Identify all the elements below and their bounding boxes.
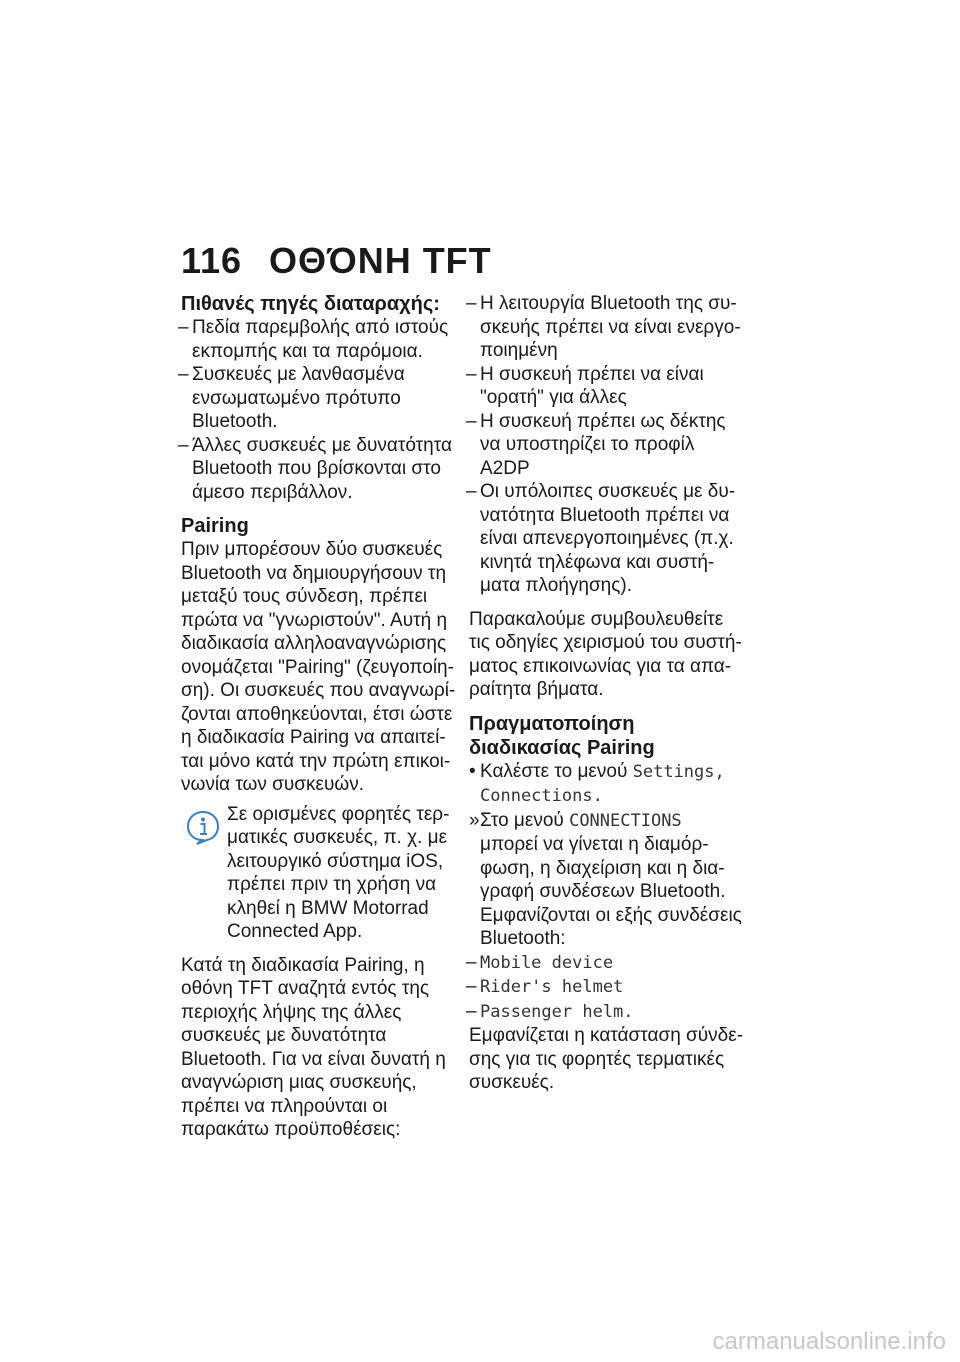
dash-icon: – xyxy=(178,317,189,338)
section-title: ΟΘΌΝΗ TFT xyxy=(269,240,492,281)
right-column xyxy=(466,292,744,1095)
search-paragraph: Κατά τη διαδικασία Pairing, η οθόνη TFT αναζητά εντός της περιοχής λήψης της άλλες συσκευές με δυνατότητα Bluetooth. Για να είναι δυνατή η αναγνώριση μιας συσκευής, πρέπει να πληρούνται οι παρακάτω προϋποθέσεις: xyxy=(181,954,446,1140)
dash-icon: – xyxy=(466,293,477,314)
connections-list xyxy=(466,951,744,1025)
list-item: – Η λειτουργία Bluetooth της συσκευής πρέπει να είναι ενεργοποιημένη xyxy=(466,293,741,361)
list-item: – Άλλες συσκευές με δυνατότητα Bluetooth που βρίσκονται στο άμεσο περιβάλλον. xyxy=(178,434,452,503)
dash-icon: – xyxy=(466,481,477,502)
dash-icon: – xyxy=(178,364,189,385)
list-item: – Rider's helmet xyxy=(466,976,624,997)
bullet-icon: • xyxy=(469,760,476,782)
causes-heading: Πιθανές πηγές διαταραχής: xyxy=(181,293,440,315)
conditions-list xyxy=(466,292,744,598)
procedure-heading: Πραγματοποίηση διαδικασίας Pairing xyxy=(469,712,655,759)
list-item: – Η συσκευή πρέπει να είναι "ορατή" για άλλες xyxy=(466,363,704,408)
pairing-heading: Pairing xyxy=(181,515,249,537)
info-icon xyxy=(185,809,221,845)
result-arrow-icon: » xyxy=(469,809,480,831)
settings-menu-ref: Settings, xyxy=(632,761,725,782)
list-item: – Πεδία παρεμβολής από ιστούς εκπομπής και τα παρόμοια. xyxy=(178,317,449,362)
follow-paragraph: Παρακαλούμε συμβουλευθείτε τις οδηγίες χειρισμού του συστήματος επικοινωνίας για τα απαραίτητα βήματα. xyxy=(469,608,742,700)
causes-list xyxy=(178,316,458,504)
list-item: – Mobile device xyxy=(466,951,614,973)
dash-icon: – xyxy=(466,1000,477,1022)
list-item: – Η συσκευή πρέπει ως δέκτης να υποστηρίζει το προφίλ A2DP xyxy=(466,410,726,479)
dash-icon: – xyxy=(466,363,477,385)
dash-icon: – xyxy=(178,434,189,456)
page-number: 116 xyxy=(181,240,243,281)
connections-menu-ref: Connections. xyxy=(480,786,603,806)
step-1: • Καλέστε το μενού Settings, Connections. xyxy=(469,760,725,806)
connections-menu-name: CONNECTIONS xyxy=(569,810,682,831)
dash-icon: – xyxy=(466,410,477,432)
page-header xyxy=(181,240,492,282)
watermark: carmanualsonline.info xyxy=(712,1328,946,1355)
info-note xyxy=(181,803,458,944)
list-item: – Passenger helm. xyxy=(466,1000,634,1022)
note-text: Σε ορισμένες φορητές τερματικές συσκευές, π. χ. με λειτουργικό σύστημα iOS, πρέπει πριν τη χρήση να κληθεί η BMW Motorrad Connected App. xyxy=(227,803,450,942)
status-paragraph: Εμφανίζεται η κατάσταση σύνδεσης για τις φορητές τερματικές συσκευές. xyxy=(469,1025,744,1093)
list-item: – Οι υπόλοιπες συσκευές με δυνατότητα Bluetooth πρέπει να είναι απενεργοποιημένες (π.χ. κινητά τηλέφωνα και συστήματα πλοήγησης). xyxy=(466,481,736,596)
pairing-paragraph: Πριν μπορέσουν δύο συσκευές Bluetooth να δημιουργήσουν τη μεταξύ τους σύνδεση, πρέπει πρώτα να "γνωριστούν". Αυτή η διαδικασία αλληλοαναγνώρισης ονομάζεται "Pairing" (ζευγοποίηση). Οι συσκευές που αναγνωρίζονται αποθηκεύονται, έτσι ώστε η διαδικασία Pairing να απαιτείται μόνο κατά την πρώτη επικοινωνία των συσκευών. xyxy=(181,539,456,795)
list-item: – Συσκευές με λανθασμένα ενσωματωμένο πρότυπο Bluetooth. xyxy=(178,364,405,432)
left-column xyxy=(178,292,458,1142)
dash-icon: – xyxy=(466,976,477,997)
step-2: » Στο μενού CONNECTIONS μπορεί να γίνεται η διαμόρφωση, η διαχείριση και η διαγραφή συνδέσεων Bluetooth. Εμφανίζονται οι εξής συνδέσεις Bluetooth: xyxy=(469,809,742,949)
dash-icon: – xyxy=(466,951,477,973)
